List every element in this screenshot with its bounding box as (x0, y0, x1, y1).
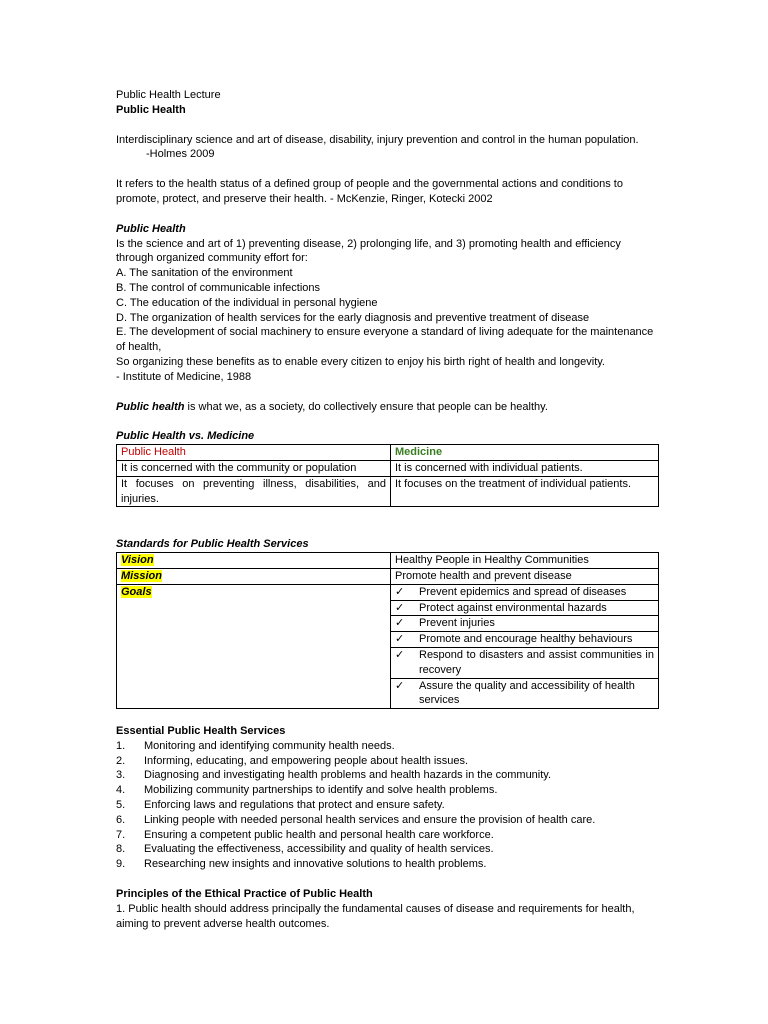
iom-item: D. The organization of health services for the early diagnosis and preventive treatment of disease (116, 311, 590, 324)
list-number: 4. (116, 784, 126, 797)
vs-table-title: Public Health vs. Medicine (116, 430, 255, 443)
checkmark-icon: ✓ (395, 633, 405, 646)
goal-text: Promote and encourage healthy behaviours (419, 633, 633, 646)
society-lead: Public health (116, 400, 185, 413)
goal-text: Assure the quality and accessibility of health services (419, 679, 635, 707)
list-item (116, 754, 661, 769)
definition-holmes-source: -Holmes 2009 (146, 148, 215, 161)
mission-value: Promote health and prevent disease (391, 568, 659, 584)
list-text: Evaluating the effectiveness, accessibility and quality of health services. (144, 843, 494, 856)
checkmark-icon: ✓ (395, 601, 405, 614)
goal-text: Protect against environmental hazards (419, 601, 607, 614)
iom-intro: Is the science and art of 1) preventing disease, 2) prolonging life, and 3) promoting health and efficiency through organized community effort for: (116, 237, 621, 265)
list-number: 7. (116, 828, 126, 841)
table-row (117, 445, 659, 461)
list-number: 1. (116, 739, 126, 752)
list-number: 3. (116, 769, 126, 782)
goals-label-cell (117, 584, 391, 708)
list-item (116, 739, 661, 754)
list-text: Monitoring and identifying community health needs. (144, 739, 395, 752)
standards-table (116, 552, 659, 709)
standards-title: Standards for Public Health Services (116, 538, 309, 551)
vision-label: Vision (121, 554, 154, 567)
list-text: Linking people with needed personal health services and ensure the provision of health care. (144, 813, 596, 826)
essential-title: Essential Public Health Services (116, 725, 286, 738)
table-cell: It is concerned with the community or population (117, 460, 391, 476)
col-public-health-header: Public Health (117, 445, 391, 461)
checkmark-icon: ✓ (395, 585, 405, 598)
list-number: 8. (116, 843, 126, 856)
vision-label-cell (117, 553, 391, 569)
list-item (116, 857, 661, 872)
table-cell: It is concerned with individual patients. (391, 460, 659, 476)
checkmark-icon: ✓ (395, 617, 405, 630)
goal-cell (391, 678, 659, 709)
goal-text: Prevent epidemics and spread of diseases (419, 585, 627, 598)
list-item (116, 813, 661, 828)
list-text: Researching new insights and innovative solutions to health problems. (144, 858, 487, 871)
goal-cell (391, 616, 659, 632)
list-item (116, 842, 661, 857)
goal-cell (391, 632, 659, 648)
iom-heading: Public Health (116, 222, 186, 235)
table-row (117, 568, 659, 584)
iom-item: C. The education of the individual in personal hygiene (116, 296, 378, 309)
list-text: Enforcing laws and regulations that protect and ensure safety. (144, 799, 445, 812)
list-item (116, 783, 661, 798)
iom-item: E. The development of social machinery to ensure everyone a standard of living adequate for the maintenance of health, (116, 326, 654, 354)
goal-text: Prevent injuries (419, 617, 495, 630)
ethics-title: Principles of the Ethical Practice of Public Health (116, 888, 373, 901)
list-item (116, 798, 661, 813)
list-number: 9. (116, 858, 126, 871)
goal-cell (391, 584, 659, 600)
iom-source: - Institute of Medicine, 1988 (116, 370, 252, 383)
goal-cell (391, 600, 659, 616)
iom-item: A. The sanitation of the environment (116, 267, 293, 280)
definition-mckenzie: It refers to the health status of a defined group of people and the governmental actions and conditions to promote, protect, and preserve their health. - McKenzie, Ringer, Kotecki 2002 (116, 178, 623, 205)
ethics-principle-1: 1. Public health should address principally the fundamental causes of disease and requirements for health, aiming to prevent adverse health outcomes. (116, 902, 635, 930)
list-number: 6. (116, 813, 126, 826)
checkmark-icon: ✓ (395, 679, 405, 692)
goals-label: Goals (121, 585, 152, 598)
goal-text: Respond to disasters and assist communities in recovery (419, 648, 654, 676)
list-number: 2. (116, 754, 126, 767)
col-medicine-header: Medicine (391, 445, 659, 461)
checkmark-icon: ✓ (395, 648, 405, 661)
definition-holmes (116, 133, 661, 163)
main-heading: Public Health (116, 103, 186, 116)
vision-value: Healthy People in Healthy Communities (391, 553, 659, 569)
list-item (116, 768, 661, 783)
table-row (117, 460, 659, 476)
list-text: Mobilizing community partnerships to identify and solve health problems. (144, 784, 498, 797)
mission-label-cell (117, 568, 391, 584)
mission-label: Mission (121, 569, 162, 582)
essential-list (116, 739, 661, 872)
vs-table (116, 444, 659, 507)
table-row (117, 476, 659, 507)
table-row (117, 553, 659, 569)
iom-item: B. The control of communicable infections (116, 281, 321, 294)
iom-closing: So organizing these benefits as to enable every citizen to enjoy his birth right of health and longevity. (116, 355, 605, 368)
list-text: Ensuring a competent public health and personal health care workforce. (144, 828, 494, 841)
table-cell: It focuses on the treatment of individual patients. (391, 476, 659, 507)
list-text: Informing, educating, and empowering people about health issues. (144, 754, 469, 767)
list-text: Diagnosing and investigating health problems and health hazards in the community. (144, 769, 552, 782)
definition-holmes-text: Interdisciplinary science and art of disease, disability, injury prevention and control in the human population. (116, 133, 639, 146)
document-page (116, 88, 661, 931)
list-item (116, 828, 661, 843)
lecture-title: Public Health Lecture (116, 89, 221, 101)
table-cell: It focuses on preventing illness, disabilities, and injuries. (117, 476, 391, 507)
society-statement (116, 400, 661, 415)
list-number: 5. (116, 799, 126, 812)
table-row (117, 584, 659, 600)
goal-cell (391, 647, 659, 678)
society-rest: is what we, as a society, do collectively ensure that people can be healthy. (184, 400, 548, 413)
